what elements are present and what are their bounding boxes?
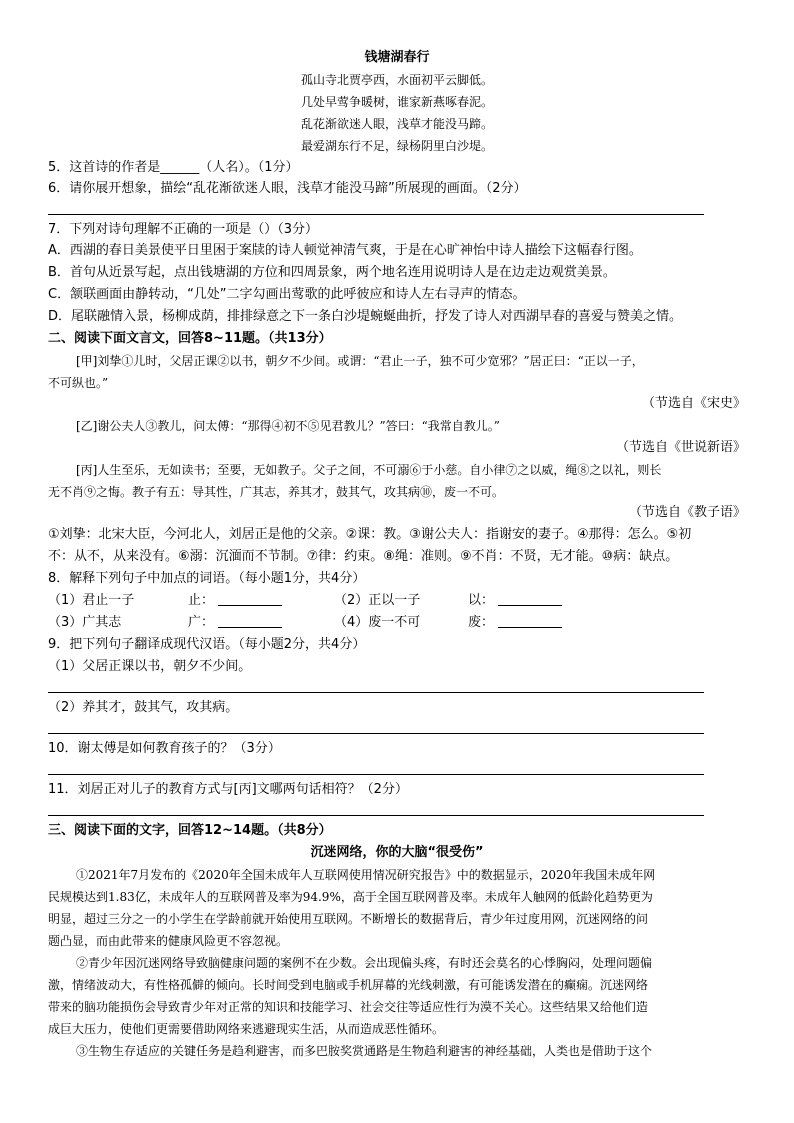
article-paragraph-line: 明显，超过三分之一的小学生在学龄前就开始使用互联网。不断增长的数据背后，青少年过度用网，沉迷网络的问: [48, 912, 649, 926]
question-8: 8．解释下列句子中加点的词语。（每小题1分，共4分）: [48, 571, 366, 586]
q8-item-word: [188, 593, 282, 609]
answer-blank[interactable]: [218, 593, 282, 606]
answer-line[interactable]: [48, 774, 704, 775]
source-bing: （节选自《教子语》: [628, 505, 746, 520]
poem-line: 乱花渐欲迷人眼，浅草才能没马蹄。: [300, 117, 493, 131]
answer-blank[interactable]: [218, 615, 282, 628]
article-title: 沉迷网络，你的大脑“很受伤”: [310, 845, 484, 860]
option-d[interactable]: D．尾联融情入景，杨柳成荫，排排绿意之下一条白沙堤蜿蜒曲折，抒发了诗人对西湖早春的喜爱与赞美之情。: [48, 309, 683, 324]
section-2-heading: 二、阅读下面文言文，回答8~11题。（共13分）: [48, 331, 332, 346]
article-paragraph-line: 民规模达到1.83亿，未成年人的互联网普及率为94.9%，高于全国互联网普及率。未成年人触网的低龄化趋势更为: [48, 890, 653, 904]
question-9: 9．把下列句子翻译成现代汉语。（每小题2分，共4分）: [48, 637, 366, 652]
q9-sentence-2: （2）养其才，鼓其气，攻其病。: [48, 700, 239, 715]
source-jia: （节选自《宋史》: [641, 396, 746, 411]
passage-yi: [乙]谢公夫人③教儿，问太傅：“那得④初不⑤见君教儿？”答曰：“我常自教儿。”: [76, 419, 500, 433]
poem-line: 孤山寺北贾亭西，水面初平云脚低。: [300, 73, 493, 87]
q8-item-word: [188, 615, 282, 631]
poem-line: 最爱湖东行不足，绿杨阴里白沙堤。: [300, 139, 493, 153]
annotations: ①刘挚：北宋大臣，今河北人，刘居正是他的父亲。②课：教。③谢公夫人：指谢安的妻子。④那得：怎么。⑤初: [48, 527, 692, 542]
question-5: 5．这首诗的作者是______（人名）。（1分）: [48, 160, 299, 175]
poem-line: 几处早莺争暖树，谁家新燕啄春泥。: [300, 95, 493, 109]
q8-item-word: [468, 615, 562, 631]
q8-item-sentence: （2）正以一子: [334, 593, 421, 608]
poem-title: 钱塘湖春行: [364, 50, 430, 65]
section-3-heading: 三、阅读下面的文字，回答12~14题。（共8分）: [48, 823, 332, 838]
q8-item-sentence: （1）君止一子: [48, 593, 135, 608]
question-10: 10．谢太傅是如何教育孩子的？（3分）: [48, 741, 281, 756]
q9-sentence-1: （1）父居正课以书，朝夕不少间。: [48, 659, 252, 674]
article-paragraph-line: 带来的脑功能损伤会导致青少年对正常的知识和技能学习、社会交往等适应性行为漠不关心。这些结果又给他们造: [48, 1000, 649, 1014]
option-c[interactable]: C．颔联画面由静转动，“几处”二字勾画出莺歌的此呼彼应和诗人左右寻声的情态。: [48, 287, 526, 302]
option-a[interactable]: A．西湖的春日美景使平日里困于案牍的诗人顿觉神清气爽，于是在心旷神怡中诗人描绘下这幅春行图。: [48, 243, 642, 258]
article-paragraph: ②青少年因沉迷网络导致脑健康问题的案例不在少数。会出现偏头疼，有时还会莫名的心悸胸闷，处理问题偏: [76, 956, 653, 970]
answer-blank[interactable]: [498, 593, 562, 606]
q8-item-word: [468, 593, 562, 609]
answer-line[interactable]: [48, 214, 704, 215]
article-paragraph-line: 题凸显，而由此带来的健康风险更不容忽视。: [48, 934, 289, 948]
article-paragraph: ③生物生存适应的关键任务是趋利避害，而多巴胺奖赏通路是生物趋利避害的神经基础，人类也是借助于这个: [76, 1044, 653, 1058]
q8-word-label: 止：: [188, 593, 215, 608]
answer-line[interactable]: [48, 733, 704, 734]
question-6: 6．请你展开想象，描绘“乱花渐欲迷人眼，浅草才能没马蹄”所展现的画面。（2分）: [48, 181, 527, 196]
passage-bing: [丙]人生至乐，无如读书；至要，无如教子。父子之间，不可溺⑥于小慈。自小律⑦之以威，绳⑧之以礼，则长: [76, 463, 662, 477]
annotations-cont: 不：从不，从来没有。⑥溺：沉湎而不节制。⑦律：约束。⑧绳：准则。⑨不肖：不贤，无才能。⑩病：缺点。: [48, 549, 679, 564]
answer-line[interactable]: [48, 815, 704, 816]
option-b[interactable]: B．首句从近景写起，点出钱塘湖的方位和四周景象，两个地名连用说明诗人是在边走边观赏美景。: [48, 265, 616, 280]
q8-word-label: 广：: [188, 615, 215, 630]
question-7: 7．下列对诗句理解不正确的一项是（）（3分）: [48, 222, 319, 237]
answer-blank[interactable]: [498, 615, 562, 628]
passage-bing-cont: 无不肖⑨之悔。教子有五：导其性，广其志，养其才，鼓其气，攻其病⑩，废一不可。: [48, 485, 505, 499]
article-paragraph: ①2021年7月发布的《2020年全国未成年人互联网使用情况研究报告》中的数据显示，2020年我国未成年网: [76, 868, 656, 882]
q8-item-sentence: （4）废一不可: [334, 615, 421, 630]
article-paragraph-line: 成巨大压力，使他们更需要借助网络来逃避现实生活，从而造成恶性循环。: [48, 1022, 445, 1036]
article-paragraph-line: 激，情绪波动大，有性格孤僻的倾向。长时间受到电脑或手机屏幕的光线刺激，有可能诱发潜在的癫痫。沉迷网络: [48, 978, 649, 992]
answer-line[interactable]: [48, 692, 704, 693]
q8-item-sentence: （3）广其志: [48, 615, 122, 630]
q8-word-label: 以：: [468, 593, 495, 608]
passage-jia: [甲]刘挚①儿时，父居正课②以书，朝夕不少间。或谓：“君止一子，独不可少宽邪？”居正曰：“正以一子，: [76, 354, 644, 368]
q8-word-label: 废：: [468, 615, 495, 630]
question-11: 11．刘居正对儿子的教育方式与[丙]文哪两句话相符？（2分）: [48, 782, 408, 797]
passage-jia-cont: 不可纵也。”: [48, 376, 109, 390]
source-yi: （节选自《世说新语》: [615, 440, 746, 455]
